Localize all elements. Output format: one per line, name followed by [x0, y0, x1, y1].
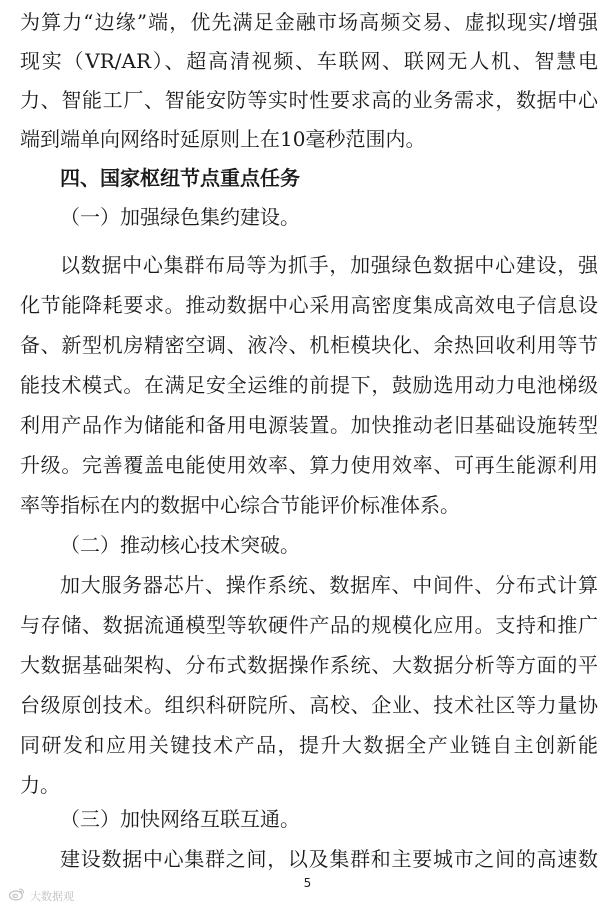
body-text-line: 台级原创技术。组织科研院所、高校、企业、技术社区等力量协 [20, 693, 598, 717]
body-text-line: 备、新型机房精密空调、液冷、机柜模块化、余热回收利用等节 [20, 333, 598, 357]
weibo-icon [8, 885, 26, 907]
page-number: 5 [303, 876, 312, 890]
body-text-line: 建设数据中心集群之间，以及集群和主要城市之间的高速数 [60, 847, 598, 871]
body-text-line: 以数据中心集群布局等为抓手，加强绿色数据中心建设，强 [60, 253, 598, 277]
subsection-heading: （一）加强绿色集约建设。 [60, 205, 300, 229]
body-text-line: 利用产品作为储能和备用电源装置。加快推动老旧基础设施转型 [20, 413, 598, 437]
body-text-line: 能技术模式。在满足安全运维的前提下，鼓励选用动力电池梯级 [20, 373, 598, 397]
watermark [8, 886, 74, 906]
watermark-text: 大数据观 [30, 890, 74, 903]
body-text-line: 化节能降耗要求。推动数据中心采用高密度集成高效电子信息设 [20, 293, 598, 317]
subsection-heading: （二）推动核心技术突破。 [60, 533, 300, 557]
body-text-line: 加大服务器芯片、操作系统、数据库、中间件、分布式计算 [60, 573, 598, 597]
section-heading: 四、国家枢纽节点重点任务 [60, 166, 300, 190]
subsection-heading: （三）加快网络互联互通。 [60, 807, 300, 831]
body-text-line: 力。 [20, 773, 60, 797]
body-text-line: 大数据基础架构、分布式数据操作系统、大数据分析等方面的平 [20, 653, 598, 677]
body-text-line: 力、智能工厂、智能安防等实时性要求高的业务需求，数据中心 [20, 88, 598, 112]
body-text-line: 同研发和应用关键技术产品，提升大数据全产业链自主创新能 [20, 733, 598, 757]
body-text-line: 现实（VR/AR）、超高清视频、车联网、联网无人机、智慧电 [20, 49, 598, 73]
body-text-line: 与存储、数据流通模型等软硬件产品的规模化应用。支持和推广 [20, 613, 598, 637]
body-text-line: 端到端单向网络时延原则上在10毫秒范围内。 [20, 127, 426, 151]
body-text-line: 升级。完善覆盖电能使用效率、算力使用效率、可再生能源利用 [20, 453, 598, 477]
body-text-line: 为算力“边缘”端，优先满足金融市场高频交易、虚拟现实/增强 [20, 10, 598, 34]
body-text-line: 率等指标在内的数据中心综合节能评价标准体系。 [20, 493, 460, 517]
